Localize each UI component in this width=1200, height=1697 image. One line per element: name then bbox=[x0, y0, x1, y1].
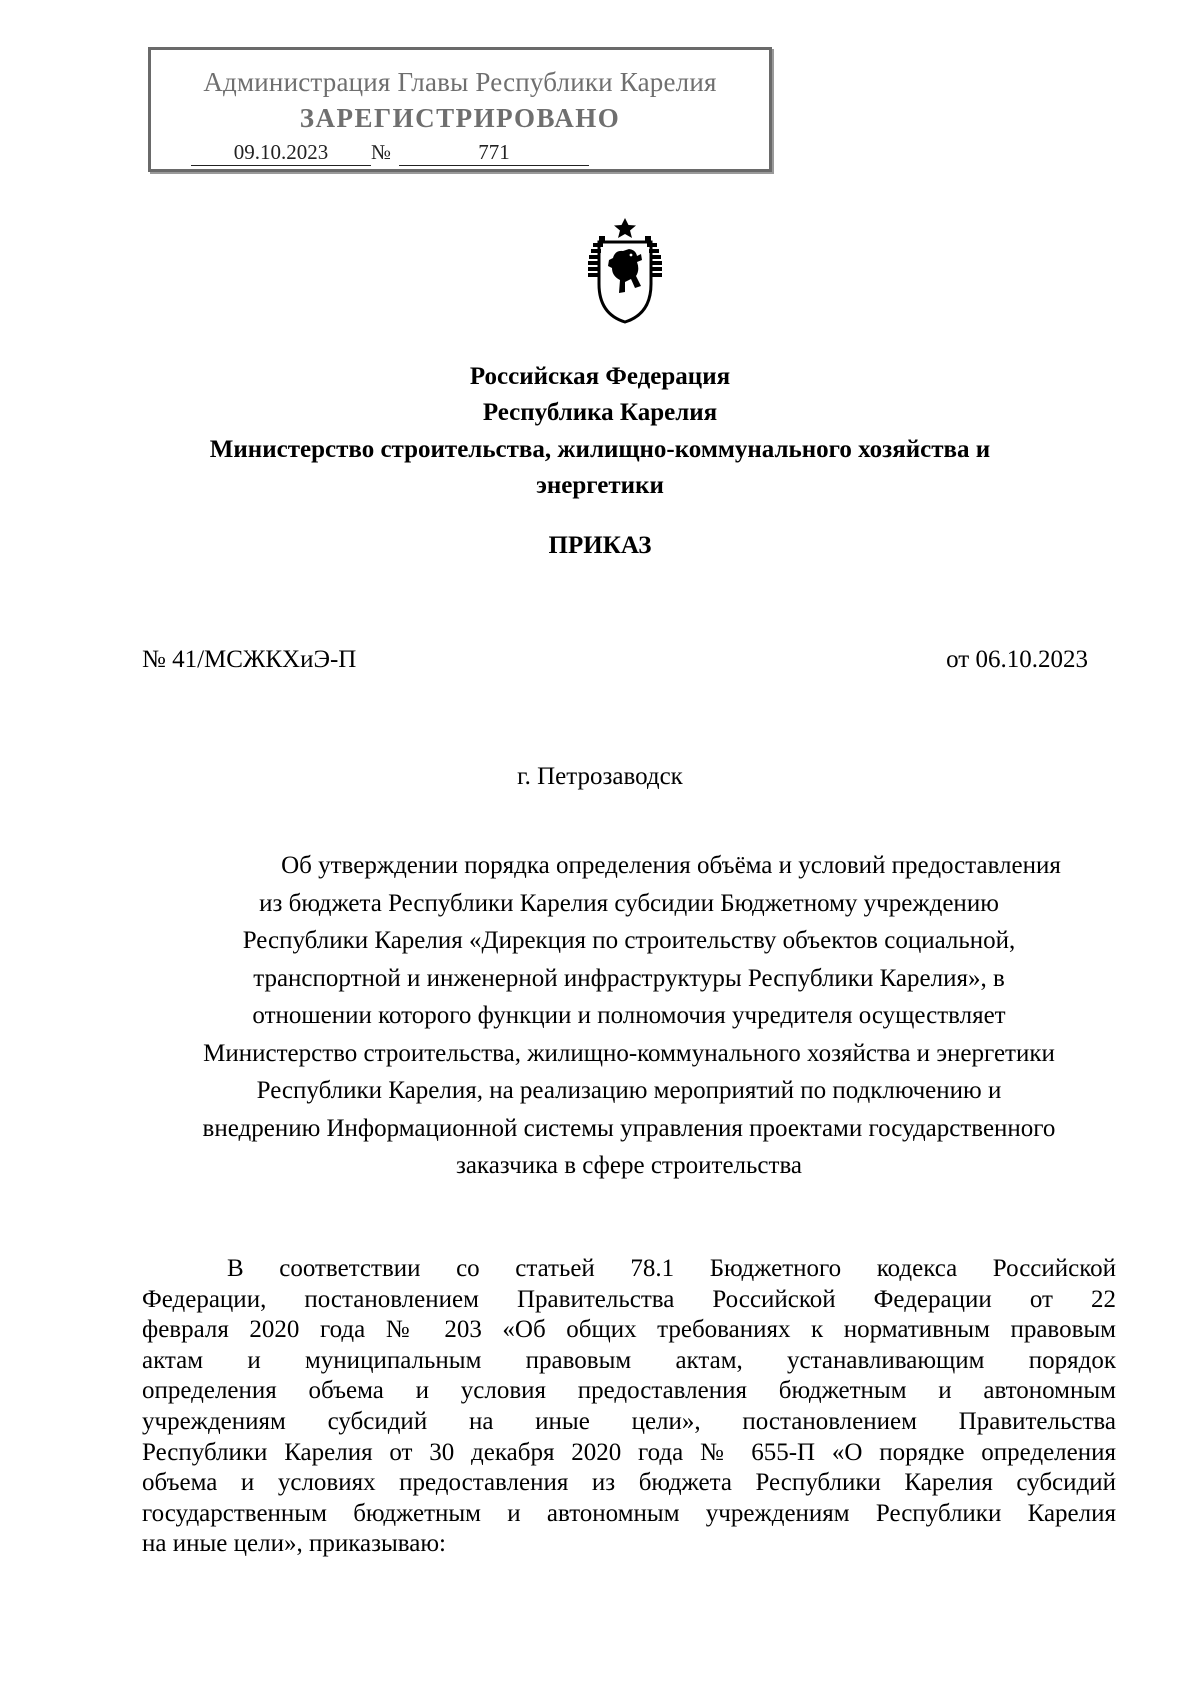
body-line: Федерации, постановлением Правительства Российской Федерации от 22 bbox=[142, 1285, 1116, 1313]
registration-stamp bbox=[148, 47, 772, 172]
body-line: определения объема и условия предоставления бюджетным и автономным bbox=[142, 1377, 1116, 1405]
coat-of-arms-icon bbox=[579, 216, 671, 326]
subject-line: отношении которого функции и полномочия учредителя осуществляет bbox=[252, 1002, 1006, 1029]
stamp-number: 771 bbox=[399, 140, 589, 166]
header-ministry-continued: энергетики bbox=[536, 472, 664, 499]
stamp-registered-label: ЗАРЕГИСТРИРОВАНО bbox=[299, 103, 621, 133]
body-line: государственным бюджетным и автономным учреждениям Республики Карелия bbox=[142, 1499, 1116, 1527]
header-republic: Республика Карелия bbox=[482, 399, 718, 426]
order-subject bbox=[142, 847, 1116, 1185]
header-country: Российская Федерация bbox=[469, 363, 731, 390]
subject-line: Республики Карелия, на реализацию мероприятий по подключению и bbox=[256, 1077, 1002, 1104]
order-body-paragraph bbox=[142, 1254, 1116, 1560]
header-ministry: Министерство строительства, жилищно-коммунального хозяйства и bbox=[209, 436, 991, 463]
body-line: В соответствии со статьей 78.1 Бюджетного кодекса Российской bbox=[227, 1255, 1116, 1282]
subject-line: Об утверждении порядка определения объёма и условий предоставления bbox=[281, 852, 1061, 879]
subject-line: Министерство строительства, жилищно-коммунального хозяйства и энергетики bbox=[203, 1039, 1055, 1067]
city: г. Петрозаводск bbox=[517, 763, 683, 790]
body-line: актам и муниципальным правовым актам, устанавливающим порядок bbox=[142, 1346, 1116, 1374]
subject-line: транспортной и инженерной инфраструктуры Республики Карелия», в bbox=[253, 964, 1005, 992]
subject-line: заказчика в сфере строительства bbox=[455, 1152, 803, 1179]
stamp-number-sign: № bbox=[371, 140, 392, 164]
body-line: февраля 2020 года № 203 «Об общих требованиях к нормативным правовым bbox=[142, 1316, 1116, 1344]
document-type: ПРИКАЗ bbox=[548, 532, 652, 559]
order-number: № 41/МСЖКХиЭ-П bbox=[142, 646, 357, 673]
subject-line: внедрению Информационной системы управления проектами государственного bbox=[202, 1114, 1056, 1142]
stamp-authority: Администрация Главы Республики Карелия bbox=[203, 67, 717, 97]
order-date: от 06.10.2023 bbox=[946, 646, 1088, 673]
stamp-date: 09.10.2023 bbox=[191, 140, 371, 166]
body-line: учреждениям субсидий на иные цели», постановлением Правительства bbox=[142, 1407, 1116, 1435]
body-line: Республики Карелия от 30 декабря 2020 года № 655-П «О порядке определения bbox=[142, 1438, 1116, 1466]
subject-line: из бюджета Республики Карелия субсидии Бюджетному учреждению bbox=[259, 889, 999, 917]
stamp-registration-row bbox=[191, 140, 589, 166]
body-line: на иные цели», приказываю: bbox=[142, 1530, 446, 1558]
body-line: объема и условиях предоставления из бюджета Республики Карелия субсидий bbox=[142, 1469, 1116, 1497]
subject-line: Республики Карелия «Дирекция по строительству объектов социальной, bbox=[242, 927, 1016, 954]
